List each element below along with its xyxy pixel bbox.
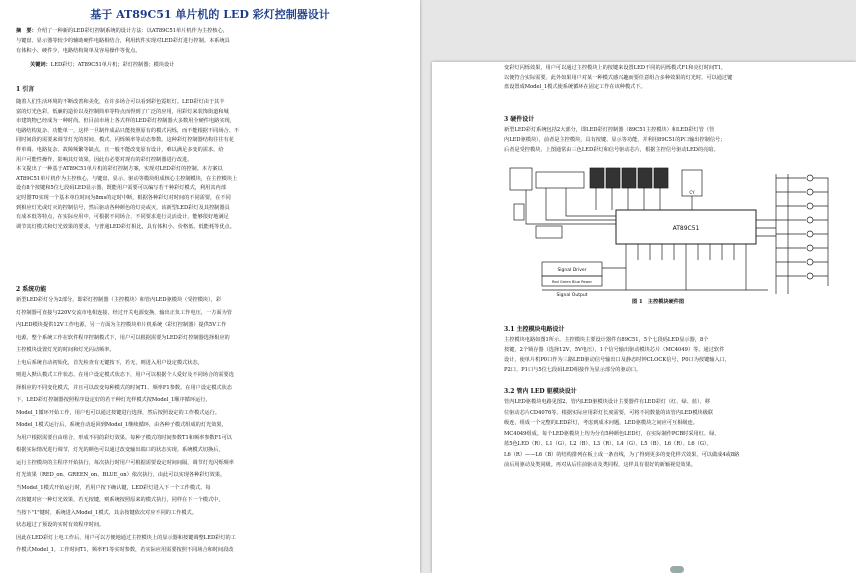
seven-segment-display [590,168,604,188]
text-line: 主控模块设置灯光的时间和灯光闪动频率。 [16,347,115,353]
scroll-indicator[interactable] [670,566,684,573]
text-line: 新型LED彩灯分为2部分，即彩灯控制器（主控模块）和管内LED驱模块（受控模块），彩 [16,297,222,303]
section-heading-3: 3 硬件设计 [504,116,535,123]
text-line: 电源。整个系统工作在软件程序控制模式下，用户可以根据需要为LED彩灯控制器选择相应的 [16,334,230,341]
text-line: 内LED驱模块），前者是主控模块，具有按键、显示等功能，并利用89C51的P口输出控制信号； [504,137,726,143]
text-line: 择相应的不同变化模式，并且可以改变每种模式的时间T1、频率F1参数。在用户设定模式状态 [16,384,232,391]
signal-driver-label: Signal Driver [557,268,587,273]
text-line: 调节其灯模式和灯光效果的要求，与普通LED彩灯相比，具有体积小、价格低、低能耗等优点。 [16,223,235,230]
text-line: Model_1模式运行后，系统自动返回到Model_1继续循环，由各种子模式组成的灯光效果， [16,422,227,428]
figure-caption: 图 1 主控模块硬件图 [632,299,685,305]
text-line: 到相应灯光或灯灭的控制信号，然后驱动各种颜色的灯亮或灭，该新型LED彩灯及其控制器具 [16,204,230,211]
subsection-heading-3-1: 3.1 主控模块电路设计 [504,326,565,333]
text-line: 管内LED驱模块电路见图2。管内LED驱模块设计主要器件有LED彩灯（红、绿、蓝）、移 [504,399,711,405]
text-line: 蓝5色LED（R）、L1（G）、L2（B）、L3（R）、L4（G）、L5（B）、L6（R）、L6（G）、 [504,441,712,447]
seven-segment-display [654,168,668,188]
text-line: 下，LED彩灯控制器按照程序设定好的若干种灯光样模式按Model_1顺序循环运行， [16,397,211,403]
paper-page-1 [0,0,420,573]
text-line: 当按下"1"键时，系统进入Model_1模式，其余按键依次对应不同的工作模式。 [16,509,197,516]
text-line: 上电后系统自动初始化，首先检查有无键按下，若无，则进入用户设定模式状态， [16,359,203,366]
text-line: P2口、P1口与5位七段码LED相接作为显示部分的驱动口。 [504,367,642,373]
page-title: 基于 AT89C51 单片机的 LED 彩灯控制器设计 [90,8,330,21]
text-line: 则进入默认模式工作状态。在用户设定模式状态下，用户可以根据个人爱好及不同场合的需要选 [16,372,234,378]
seven-segment-display [606,168,620,188]
text-line: 当Model_1模式开始运行时，若用户按下确认键，LED彩灯进入下一个工作模式。每 [16,484,211,491]
text-line: 灯控制器可直接与220V交流市电相连接，经过开关电源变换，输出正负工作电压，一方面为管 [16,309,232,316]
subsection-heading-3-2: 3.2 管内 LED 驱模块设计 [504,388,577,395]
resistor-bank [536,172,584,188]
color-channels-label: Red Green Blue Power [552,280,592,284]
text-line: 本文提出了一种基于AT89C51单片机的彩灯控制方案，实现对LED彩灯的控制。本方案以 [16,166,223,173]
keypad [756,174,806,294]
text-line: 有成本低等特点，在实际应用中，可根据不同场合、不同要求进行灵活设计，能够很好地满足 [16,214,229,221]
key-button [807,175,813,181]
section-heading-2: 2 系统功能 [16,286,47,293]
text-line: 为用户根据需要自由组合，形成不同的彩灯效果。每种子模式的时间参数T1和频率参数F1可以 [16,434,232,441]
text-line: 电路结构复杂、功能单一，这样一旦制作成品只能按照原有的模式闪烁，而不能根据不同场合、不 [16,127,240,134]
key-button [807,273,813,279]
text-line: 样单调、电路复杂、故障频繁等缺点，且一般不能改变原有设计，难以满足多变的需求，给 [16,147,224,153]
keywords-label: 关键词： [30,62,51,68]
seven-segment-display [622,168,636,188]
capacitor [514,204,524,220]
text-line: 运行主控模块的主程序开始执行，每次执行时用户可根据需要设定时间间隔，调节灯光闪烁频率 [16,459,234,466]
seven-segment-display [638,168,652,188]
text-line: 按键，2个锁存器（选择12V，5V电压），1个信号输出驱动模块芯片（MC4049）等。通过软件 [504,347,725,353]
text-line: 作模式Model_1，工作时间T1，频率F1等实时参数，若实际应用需要按照不同场合和时间段改 [16,547,234,553]
text-line: L6（R）——L6（B）的结构排列在板上成一条直线，为了得到更多的变化样式效果，可以做成4或8路 [504,451,740,458]
text-line: MC4049组成。每个LED驱模块上均为分有5种颜色LED灯，在实际制作PCB时采用红、绿、 [504,430,720,437]
text-line: 定时器T0实现一个基本单位时间为8ms的定时中断，根据各种彩灯对时间的不同需要，在不同 [16,195,231,201]
key-button [807,189,813,195]
keywords-line: 关键词：LED彩灯；AT89C51单片机；彩灯控制器；模块设计 [30,62,175,68]
reset-circuit [536,226,562,238]
text-line: 后者是受控模块，上图通常由三色LED彩灯和信号驱动芯片，根据主控信号驱动LED的亮暗。 [504,147,719,153]
paper-page-2 [432,62,856,573]
abstract-line: 与键盘、显示器等较少的辅助硬件电路相结合，利用软件实现对LED彩灯进行控制。本系统具 [16,38,230,44]
abstract-line: 摘 要：介绍了一种新的LED彩灯控制系统的设计方法：以AT89C51单片机作为主控核心， [16,28,228,34]
text-line: 内LED模块提供12V工作电源，另一方面为主控模块单片机系统（彩灯控制器）提供5V工作 [16,322,227,328]
text-line: 变彩灯闪烁效果，用户可以通过主控模块上的按键来设置LED不同的闪烁模式F1和亮灯时间T1， [504,65,727,71]
text-line: 根据实际情况进行调节，灯光的颜色可以通过改变输出端口的状态实现。系统模式切换后， [16,447,224,453]
key-button [807,203,813,209]
text-line: 用户可能性操作，影响其灯效果。因此有必要对现有的彩灯控制器进行改进。 [16,156,193,163]
text-line: 盘设置成Model_1模式使系统循环在固定工作在该种模式下。 [504,84,646,91]
text-line: 同时间段的需要来调节灯光的时间、模式、闪烁频率等动态参数。这种彩灯控制器结构往往有花 [16,137,234,144]
schematic-figure [506,164,836,300]
text-line: 以便符合实际需要。此外如果用户对某一种模式感兴趣而要任意组合多种效果的灯光时，可以通过键 [504,74,733,81]
text-line: 随着人们生活环境的不断改善和美化，在许多场合可以看到彩色霓虹灯。LED彩灯由于其丰 [16,99,225,105]
text-line: 富的灯光色彩，低廉的造价以及控制简单等特点而得到了广泛的应用，用彩灯来装饰街道和城 [16,108,229,115]
mcu-label: AT89C51 [672,225,700,232]
power-block [510,168,532,190]
key-button [807,259,813,265]
section-heading-1: 1 引言 [16,86,35,93]
text-line: 设有8个按键和5位七段码LED显示器，既能用户需要可以编写若干种彩灯模式，利用其内部 [16,185,226,192]
text-line: 状态超过了预设的实时有效程序时间。 [16,522,105,528]
key-button [807,217,813,223]
abstract-label: 摘 要： [16,28,37,34]
text-line: 位驱动芯片CD4076等。根据实际应用彩灯长度需要，可将不同数量的该管内LED模块级联 [504,409,714,416]
key-button [807,245,813,251]
text-line: Model_1循环开始工作，用户也可以通过按键进行选择，然后按照设定的工作模式运行。 [16,409,220,416]
text-line: 前后用驱动及类同级。再对从后往前驱动及类同程，这样具有很好的新颖视觉效果。 [504,462,696,468]
text-line: 主控模块电路如图1所示。主控模块主要设计器件有89C51，5个七段码LED显示器，8个 [504,337,709,343]
text-line: 因此在LED彩灯上电工作后，用户可以方便地通过主控模块上的显示器和按键调整LED彩灯的工 [16,534,236,541]
text-line: AT89C51单片机作为主控核心，与键盘、显示、驱动等模块组成核心主控制模块，在主控模块上 [16,175,238,182]
text-line: 次按键对应一种灯光效果，若无按键，则系统按照原来的模式执行，同样在下一个模式中， [16,497,224,503]
text-line: 设计，使单片机P0口作为三路LED驱动信号输出口及静态时钟CLOCK信号，P0口为按键输入口， [504,357,731,363]
abstract-line: 有体积小、硬件少、电路结构简单及容易操作等优点。 [16,48,141,54]
cap-label: CY [689,190,695,195]
signal-output-label: Signal Output [556,293,588,298]
key-button [807,231,813,237]
text-line: 新型LED彩灯系统包括2大部分，即LED彩灯控制器（89C51主控模块）和LED彩灯管（管 [504,127,715,133]
text-line: 灯光效果（RED_on、GREEN_on、BLUE_on）依次执行，由此可以实现各种彩灯效果。 [16,472,226,478]
text-line: 级连，组成一个完整的LED彩灯，考虑到成本问题，LED驱模块之间应可互相级连。 [504,420,698,426]
text-line: 市建筑物已经成为一种时尚。但目前市场上各式样的LED彩灯控制器大多数用全硬件电路实现， [16,118,235,125]
